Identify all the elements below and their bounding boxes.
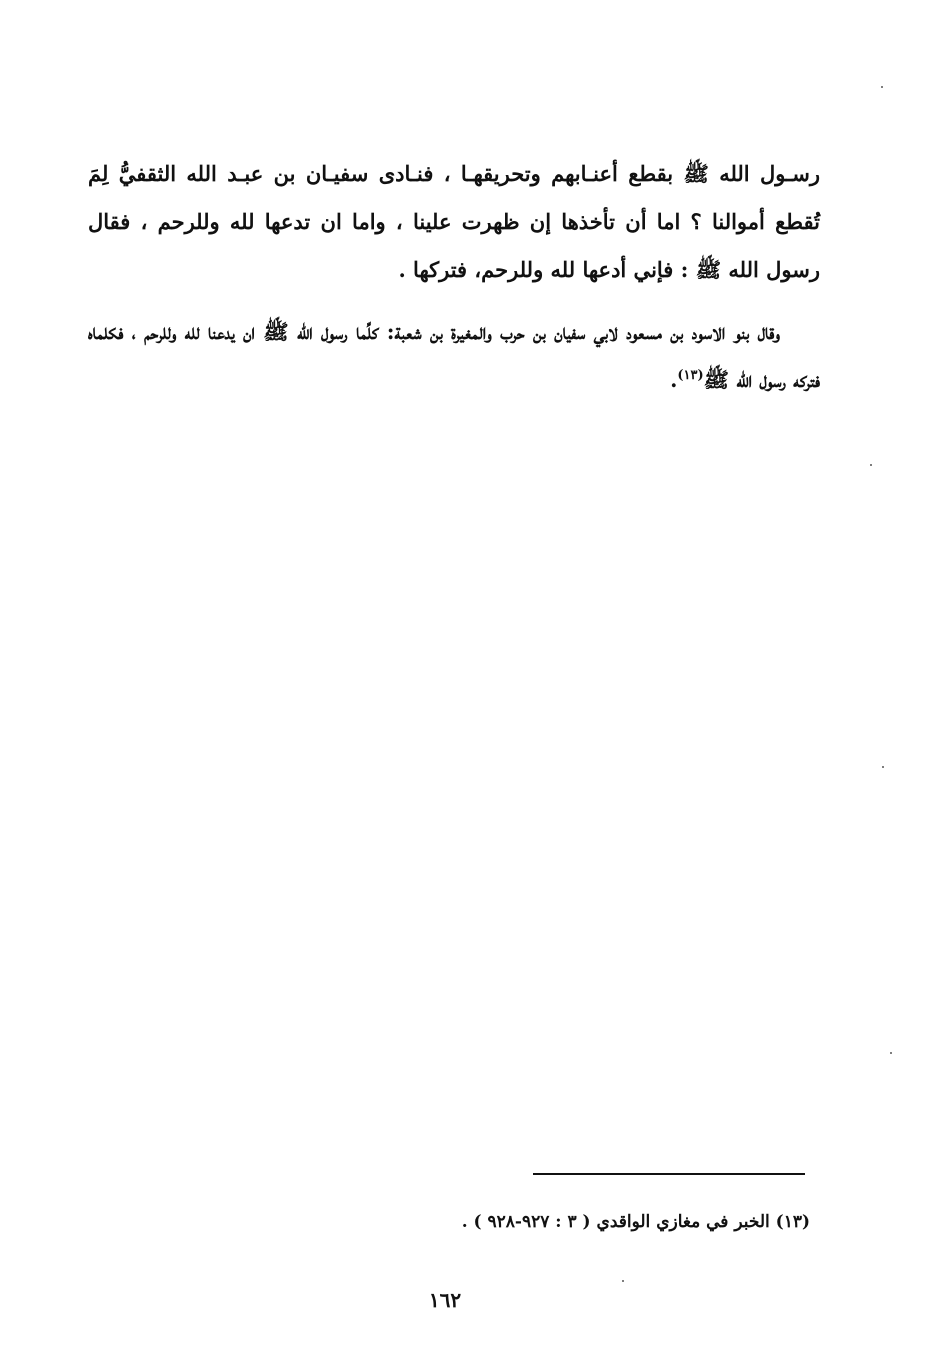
scan-speck xyxy=(881,86,883,88)
page-number: ١٦٢ xyxy=(428,1288,462,1312)
paragraph-2-end: . xyxy=(670,367,678,392)
footnote-reference: (١٣) xyxy=(677,368,704,383)
scan-speck xyxy=(870,464,872,466)
footnote xyxy=(360,1208,810,1236)
footnote-text: (١٣) الخبر في مغازي الواقدي ( ٣ : ٩٢٧-٩٢٨ ) . xyxy=(461,1212,810,1232)
paragraph-1 xyxy=(88,150,820,294)
main-text xyxy=(88,150,820,404)
paragraph-1-text: رسـول الله ﷺ بقطع أعنـابهم وتحريقهـا ، فنـادى سفيـان بن عبـد الله الثقفيُّ لِمَ تُقطع أموالنا ؟ اما أن تأخذها إن ظهرت علينا ، واما ان تدعها لله وللرحم ، فقال رسول الله ﷺ : فإني أدعها لله وللرحم، فتركها . xyxy=(88,161,820,282)
paragraph-2 xyxy=(88,308,820,404)
footnote-separator xyxy=(533,1173,805,1175)
paragraph-2-text: وقال بنو الاسود بن مسعود لابي سفيان بن حرب والمغيرة بن شعبة: كلِّما رسول الله ﷺ ان يدعنا لله وللرحم ، فكلماه فتركه رسول الله ﷺ xyxy=(88,319,820,392)
scan-speck xyxy=(882,766,884,768)
scan-speck xyxy=(890,1052,892,1054)
scan-speck xyxy=(622,1280,624,1282)
